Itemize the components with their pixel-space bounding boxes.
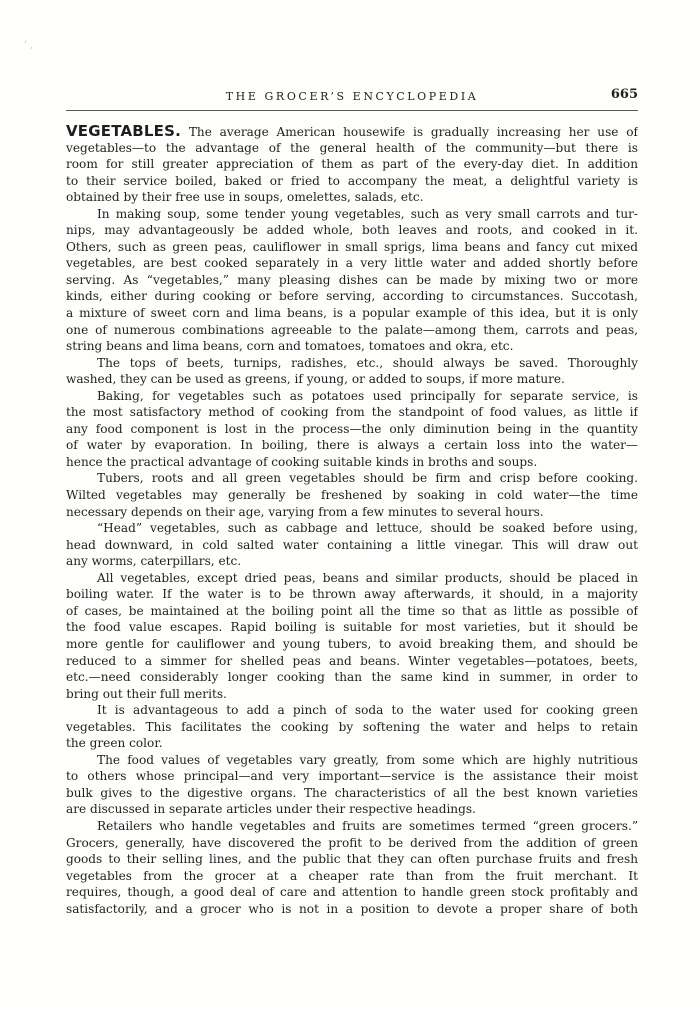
text-line: one of numerous combinations agreeable to the palate—among them, carrots and peas,: [66, 322, 638, 337]
text-line: any food component is lost in the process—the only diminution being in the quantity: [66, 421, 638, 436]
text-line: satisfactorily, and a grocer who is not in a position to devote a proper share of both: [66, 901, 638, 916]
text-line: Grocers, generally, have discovered the profit to be derived from the addition of green: [66, 835, 638, 850]
text-line: bulk gives to the digestive organs. The characteristics of all the best known varieties: [66, 785, 638, 800]
text-line: “Head” vegetables, such as cabbage and lettuce, should be soaked before using,: [97, 521, 638, 536]
text-line: to their service boiled, baked or fried to accompany the meat, a delightful variety is: [66, 173, 638, 188]
text-line: any worms, caterpillars, etc.: [66, 554, 242, 569]
text-line: room for still greater appreciation of them as part of the every-day diet. In addition: [66, 157, 638, 172]
text-line: Baking, for vegetables such as potatoes used principally for separate service, is: [97, 388, 638, 403]
text-line: kinds, either during cooking or before serving, according to circumstances. Succotash,: [66, 289, 638, 304]
text-line: It is advantageous to add a pinch of soda to the water used for cooking green: [97, 703, 638, 718]
text-line: bring out their full merits.: [66, 686, 227, 701]
text-line: the most satisfactory method of cooking from the standpoint of food values, as little if: [66, 405, 638, 420]
text-line: The tops of beets, turnips, radishes, etc., should always be saved. Thoroughly: [97, 355, 638, 370]
text-line: VEGETABLES. The average American housewife is gradually increasing her use of: [66, 123, 638, 140]
text-line: boiling water. If the water is to be thrown away afterwards, it should, in a majority: [66, 587, 638, 602]
text-line: Tubers, roots and all green vegetables should be firm and crisp before cooking.: [97, 471, 638, 486]
text-line: head downward, in cold salted water containing a little vinegar. This will draw out: [66, 537, 638, 552]
text-line: nips, may advantageously be added whole, both leaves and roots, and cooked in it.: [66, 223, 638, 238]
text-line: string beans and lima beans, corn and tomatoes, tomatoes and okra, etc.: [66, 339, 514, 354]
header-rule: [66, 110, 638, 111]
text-line: to others whose principal—and very important—service is the assistance their moist: [66, 769, 638, 784]
text-line: washed, they can be used as greens, if young, or added to soups, if more mature.: [66, 372, 565, 387]
text-line: Wilted vegetables may generally be freshened by soaking in cold water—the time: [66, 488, 638, 503]
text-line: a mixture of sweet corn and lima beans, is a popular example of this idea, but it is only: [66, 306, 638, 321]
margin-mark: ' ,: [24, 40, 34, 51]
text-line: of cases, be maintained at the boiling point all the time so that as little as possible of: [66, 603, 638, 618]
entry-body: [66, 123, 638, 917]
text-line: The food values of vegetables vary greatly, from some which are highly nutritious: [97, 752, 638, 767]
text-line: vegetables, are best cooked separately in a very little water and added shortly before: [66, 256, 638, 271]
text-line: All vegetables, except dried peas, beans and similar products, should be placed in: [97, 570, 638, 585]
text-line: hence the practical advantage of cooking suitable kinds in broths and soups.: [66, 454, 538, 469]
text-line: etc.—need considerably longer cooking than the same kind in summer, in order to: [66, 670, 638, 685]
text-line: the food value escapes. Rapid boiling is suitable for most varieties, but it should be: [66, 620, 638, 635]
text-line: vegetables. This facilitates the cooking by softening the water and helps to retain: [66, 719, 638, 734]
text-line: In making soup, some tender young vegetables, such as very small carrots and tur-: [97, 206, 638, 221]
text-line: more gentle for cauliflower and young tubers, to avoid breaking them, and should be: [66, 636, 638, 651]
text-line: Others, such as green peas, cauliflower in small sprigs, lima beans and fancy cut mixed: [66, 239, 638, 254]
running-title: THE GROCER’S ENCYCLOPEDIA: [225, 90, 479, 103]
text-line: are discussed in separate articles under their respective headings.: [66, 802, 476, 817]
entry-heading: VEGETABLES.: [66, 123, 182, 140]
text-line: the green color.: [66, 736, 163, 751]
text-line: serving. As “vegetables,” many pleasing dishes can be made by mixing two or more: [66, 272, 638, 287]
text-line: vegetables from the grocer at a cheaper rate than from the fruit merchant. It: [66, 868, 638, 883]
text-line: requires, though, a good deal of care and attention to handle green stock profitably and: [66, 885, 638, 900]
text-line: goods to their selling lines, and the public that they can often purchase fruits and fresh: [66, 852, 638, 867]
text-line: reduced to a simmer for shelled peas and beans. Winter vegetables—potatoes, beets,: [66, 653, 638, 668]
text-line: necessary depends on their age, varying from a few minutes to several hours.: [66, 504, 544, 519]
page-number: 665: [610, 87, 638, 102]
running-head: [66, 88, 638, 108]
text-line: vegetables—to the advantage of the general health of the community—but there is: [66, 140, 638, 155]
text-line: obtained by their free use in soups, omelettes, salads, etc.: [66, 190, 424, 205]
text-line: of water by evaporation. In boiling, there is always a certain loss into the water—: [66, 438, 638, 453]
text-line: Retailers who handle vegetables and fruits are sometimes termed “green grocers.”: [97, 818, 638, 833]
